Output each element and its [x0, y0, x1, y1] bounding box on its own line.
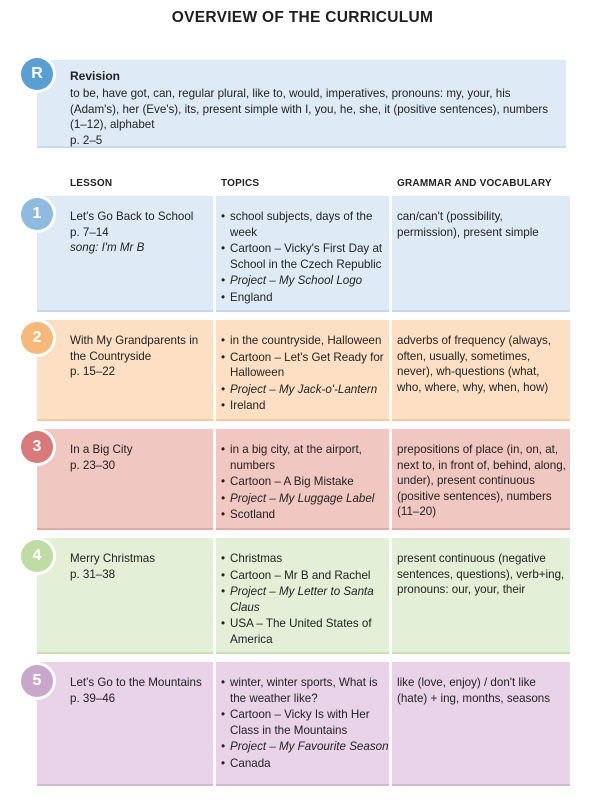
- lesson-info: [70, 209, 212, 256]
- topic-item: • Canada: [221, 756, 389, 772]
- topic-item: • Project – My Letter to Santa Claus: [221, 584, 389, 615]
- grammar-cell: [392, 196, 570, 312]
- lesson-info: [70, 442, 212, 473]
- lesson-pages: p. 15–22: [70, 365, 116, 378]
- topic-item: • Cartoon – A Big Mistake: [221, 474, 389, 490]
- topics-cell: [216, 320, 389, 421]
- lesson-title: Let's Go Back to School: [70, 210, 194, 223]
- topic-item: • Christmas: [221, 551, 389, 567]
- lesson-row-5: [37, 662, 570, 786]
- revision-content: to be, have got, can, regular plural, like to, would, imperatives, pronouns: my, your, his (Adam's), her (Eve's), its, present simple with I, you, he, she, it (positive sentences), numbers (1–12), alphabet: [70, 87, 549, 131]
- lesson-cell: [37, 538, 213, 654]
- lesson-badge-5: 5: [21, 665, 53, 697]
- grammar-cell: [392, 538, 570, 654]
- grammar-text: like (love, enjoy) / don't like (hate) + ing, months, seasons: [397, 676, 551, 705]
- grammar-cell: [392, 662, 570, 786]
- lesson-cell: [37, 662, 213, 786]
- topics-cell: [216, 538, 389, 654]
- topic-item: • Project – My School Logo: [221, 273, 389, 289]
- topics-cell: [216, 196, 389, 312]
- lesson-badge-2: 2: [21, 322, 53, 354]
- lesson-row-2: [37, 320, 570, 421]
- lesson-info: [70, 551, 212, 582]
- topics-list: [221, 675, 389, 772]
- lesson-title: Merry Christmas: [70, 552, 156, 565]
- lesson-pages: p. 31–38: [70, 567, 116, 581]
- topic-item: • Project – My Luggage Label: [221, 491, 389, 507]
- grammar-cell: [392, 429, 570, 530]
- lesson-row-4: [37, 538, 570, 654]
- grammar-cell: [392, 320, 570, 421]
- revision-title: Revision: [70, 69, 121, 83]
- topic-item: • USA – The United States of America: [221, 616, 389, 647]
- topic-item: • Project – My Favourite Season: [221, 739, 389, 755]
- page-title: OVERVIEW OF THE CURRICULUM: [171, 9, 434, 26]
- topic-item: • Cartoon – Vicky Is with Her Class in the Mountains: [221, 707, 389, 738]
- topics-list: [221, 333, 389, 415]
- revision-text: [70, 86, 560, 148]
- lesson-pages: p. 7–14: [70, 225, 109, 239]
- topic-item: • Cartoon – Vicky's First Day at School in the Czech Republic: [221, 241, 389, 272]
- topic-item: • school subjects, days of the week: [221, 209, 389, 240]
- topics-cell: [216, 429, 389, 530]
- topic-item: • winter, winter sports, What is the weather like?: [221, 675, 389, 706]
- lesson-badge-1: 1: [21, 198, 53, 230]
- lesson-song: song: I'm Mr B: [70, 241, 145, 254]
- lesson-cell: [37, 320, 213, 421]
- topics-list: [221, 442, 389, 524]
- lesson-info: [70, 333, 212, 380]
- topics-list: [221, 551, 389, 648]
- topic-item: • Ireland: [221, 398, 389, 414]
- topic-item: • Cartoon – Let's Get Ready for Halloween: [221, 350, 389, 381]
- header-lesson: LESSON: [70, 178, 113, 189]
- lesson-title: With My Grandparents in the Countryside: [70, 334, 199, 363]
- grammar-text: adverbs of frequency (always, often, usually, sometimes, never), wh-questions (what, who, where, why, when, how): [397, 334, 552, 394]
- lesson-pages: p. 23–30: [70, 458, 116, 472]
- topic-item: • England: [221, 290, 389, 306]
- header-grammar: GRAMMAR AND VOCABULARY: [397, 178, 552, 189]
- topic-item: • Scotland: [221, 507, 389, 523]
- lesson-title: In a Big City: [70, 443, 133, 456]
- topic-item: • Project – My Jack-o'-Lantern: [221, 382, 389, 398]
- grammar-text: can/can't (possibility, permission), present simple: [397, 210, 539, 239]
- header-topics: TOPICS: [221, 178, 260, 189]
- revision-box: [37, 60, 566, 148]
- lesson-row-1: [37, 196, 570, 312]
- topic-item: • in the countryside, Halloween: [221, 333, 389, 349]
- revision-badge: R: [21, 58, 53, 90]
- lesson-title: Let's Go to the Mountains: [70, 676, 202, 689]
- topic-item: • Cartoon – Mr B and Rachel: [221, 568, 389, 584]
- topics-list: [221, 209, 389, 306]
- lesson-badge-4: 4: [21, 540, 53, 572]
- lesson-pages: p. 39–46: [70, 691, 116, 705]
- lesson-cell: [37, 429, 213, 530]
- lesson-row-3: [37, 429, 570, 530]
- revision-pages: p. 2–5: [70, 133, 103, 147]
- lesson-cell: [37, 196, 213, 312]
- lesson-badge-3: 3: [21, 431, 53, 463]
- grammar-text: present continuous (negative sentences, questions), verb+ing, pronouns: our, your, their: [397, 552, 565, 596]
- grammar-text: prepositions of place (in, on, at, next to, in front of, behind, along, under), present continuous (positive sentences), numbers (11–20): [397, 443, 566, 518]
- topic-item: • in a big city, at the airport, numbers: [221, 442, 389, 473]
- lesson-info: [70, 675, 212, 706]
- topics-cell: [216, 662, 389, 786]
